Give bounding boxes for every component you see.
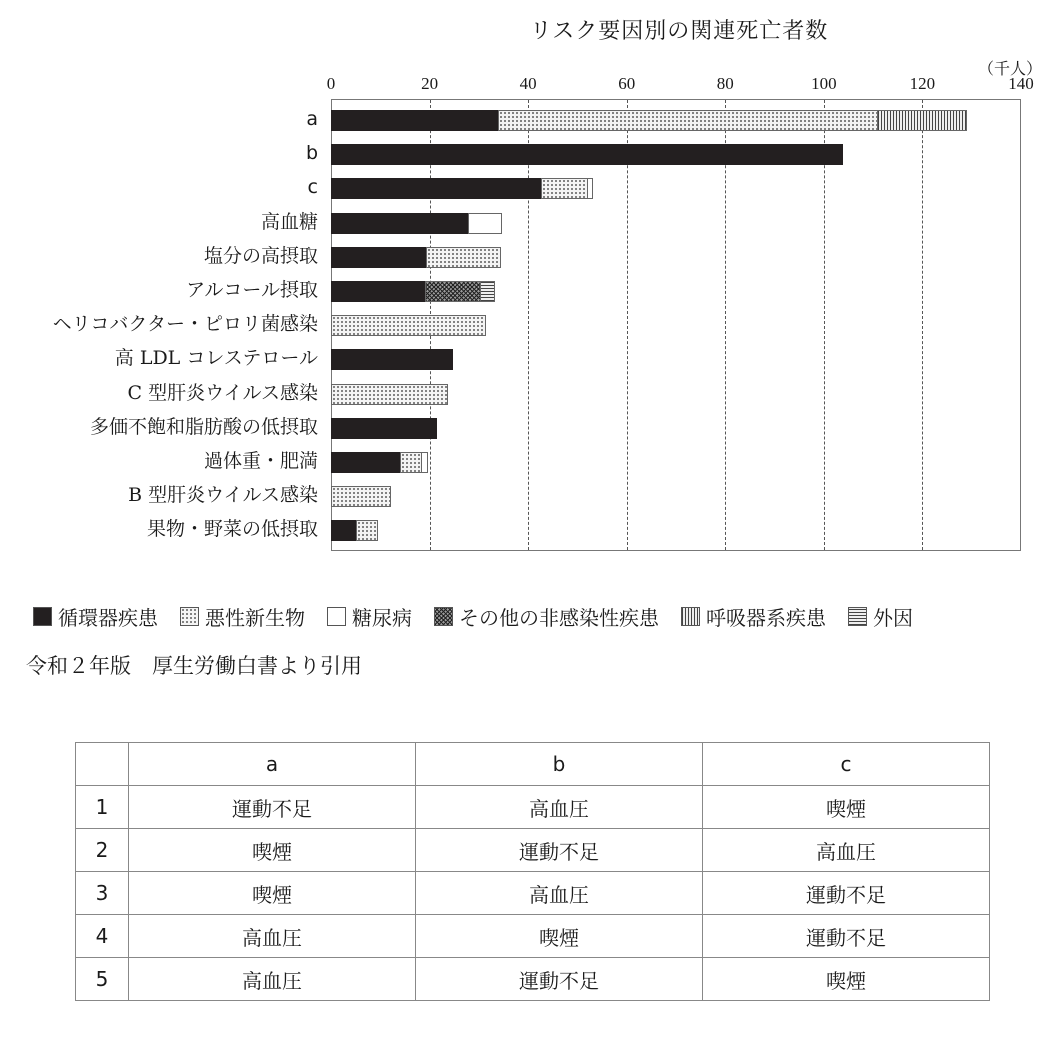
table-cell: 高血圧 <box>416 786 703 829</box>
category-label: 高血糖 <box>260 210 318 233</box>
legend-swatch-icon <box>434 607 453 626</box>
bar-segment-cancer <box>331 384 448 405</box>
unit-label: （千人） <box>978 61 1043 78</box>
x-tick-label: 20 <box>421 74 439 93</box>
x-tick-label: 120 <box>909 74 936 93</box>
answer-table <box>75 742 990 1001</box>
category-label: a <box>306 108 318 130</box>
gridline <box>922 100 923 550</box>
category-label: B 型肝炎ウイルス感染 <box>128 484 318 507</box>
legend-label: その他の非感染性疾患 <box>459 606 659 630</box>
table-header-cell: a <box>129 743 416 786</box>
category-label: 果物・野菜の低摂取 <box>146 518 318 541</box>
bar-segment-circ <box>331 178 542 199</box>
legend-label: 糖尿病 <box>352 606 412 630</box>
plot-area <box>331 99 1021 551</box>
legend-swatch-icon <box>327 607 346 626</box>
category-label: c <box>307 176 318 199</box>
bar-segment-diab <box>587 178 592 199</box>
table-row <box>76 958 990 1001</box>
option-number: 5 <box>76 958 129 1001</box>
legend-label: 循環器疾患 <box>58 606 158 630</box>
legend-swatch-icon <box>180 607 199 626</box>
bar-segment-circ <box>331 281 426 302</box>
category-label: ヘリコバクター・ピロリ菌感染 <box>52 313 318 336</box>
table-header-cell <box>76 743 129 786</box>
bar-segment-circ <box>331 349 453 370</box>
legend <box>33 602 935 631</box>
legend-item-other <box>434 602 659 631</box>
bar-segment-cancer <box>331 315 486 336</box>
category-label: アルコール摂取 <box>186 279 318 301</box>
table-row <box>76 829 990 872</box>
source-note: 令和２年版 厚生労働白書より引用 <box>26 654 362 678</box>
x-tick-label: 0 <box>326 74 336 93</box>
legend-swatch-icon <box>848 607 867 626</box>
table-row <box>76 915 990 958</box>
bar-segment-cancer <box>331 486 391 507</box>
gridline <box>824 100 825 550</box>
legend-label: 外因 <box>873 606 913 630</box>
category-label: C 型肝炎ウイルス感染 <box>127 381 318 404</box>
category-label: 塩分の高摂取 <box>203 244 318 267</box>
table-cell: 運動不足 <box>703 872 990 915</box>
bar-segment-circ <box>331 247 427 268</box>
table-cell: 運動不足 <box>703 915 990 958</box>
bar-segment-diab <box>468 213 502 234</box>
table-cell: 高血圧 <box>129 958 416 1001</box>
bar-segment-cancer <box>498 110 878 131</box>
table-header-cell: b <box>416 743 703 786</box>
category-label: 高 LDL コレステロール <box>114 347 318 370</box>
table-cell: 運動不足 <box>416 958 703 1001</box>
bar-segment-cancer <box>356 520 378 541</box>
bar-segment-resp <box>877 110 968 131</box>
legend-swatch-icon <box>33 607 52 626</box>
table-cell: 運動不足 <box>129 786 416 829</box>
table-cell: 高血圧 <box>129 915 416 958</box>
legend-item-ext <box>848 602 913 631</box>
bar-segment-circ <box>331 110 499 131</box>
bar-segment-cancer <box>400 452 422 473</box>
category-label: 過体重・肥満 <box>203 450 318 472</box>
bar-segment-circ <box>331 418 437 439</box>
bar-segment-circ <box>331 144 843 165</box>
table-cell: 喫煙 <box>129 829 416 872</box>
table-row <box>76 786 990 829</box>
table-header-row <box>76 743 990 786</box>
bar-segment-circ <box>331 452 401 473</box>
table-cell: 喫煙 <box>703 958 990 1001</box>
legend-item-diab <box>327 602 412 631</box>
table-cell: 高血圧 <box>703 829 990 872</box>
legend-item-cancer <box>180 602 305 631</box>
x-tick-label: 60 <box>618 74 636 93</box>
table-cell: 運動不足 <box>416 829 703 872</box>
bar-segment-cancer <box>541 178 588 199</box>
option-number: 3 <box>76 872 129 915</box>
x-tick-label: 100 <box>811 74 837 93</box>
legend-swatch-icon <box>681 607 700 626</box>
table-cell: 高血圧 <box>416 872 703 915</box>
legend-item-resp <box>681 602 826 631</box>
bar-segment-circ <box>331 520 357 541</box>
category-label: 多価不飽和脂肪酸の低摂取 <box>89 415 318 438</box>
table-header-cell: c <box>703 743 990 786</box>
category-label: b <box>305 142 318 165</box>
bar-segment-ext <box>480 281 495 302</box>
chart-title: リスク要因別の関連死亡者数 <box>529 19 829 44</box>
legend-item-circ <box>33 602 158 631</box>
x-tick-label: 40 <box>519 74 537 93</box>
legend-label: 悪性新生物 <box>205 606 305 630</box>
table-row <box>76 872 990 915</box>
bar-segment-cancer <box>426 247 501 268</box>
option-number: 4 <box>76 915 129 958</box>
bar-segment-circ <box>331 213 469 234</box>
bar-segment-diab <box>421 452 428 473</box>
x-tick-label: 80 <box>716 74 734 93</box>
option-number: 1 <box>76 786 129 829</box>
gridline <box>725 100 726 550</box>
table-cell: 喫煙 <box>703 786 990 829</box>
table-cell: 喫煙 <box>129 872 416 915</box>
option-number: 2 <box>76 829 129 872</box>
bar-segment-other <box>425 281 482 302</box>
gridline <box>627 100 628 550</box>
legend-label: 呼吸器系疾患 <box>706 606 826 630</box>
x-tick-label: 140 <box>1008 74 1034 93</box>
gridline <box>528 100 529 550</box>
table-cell: 喫煙 <box>416 915 703 958</box>
